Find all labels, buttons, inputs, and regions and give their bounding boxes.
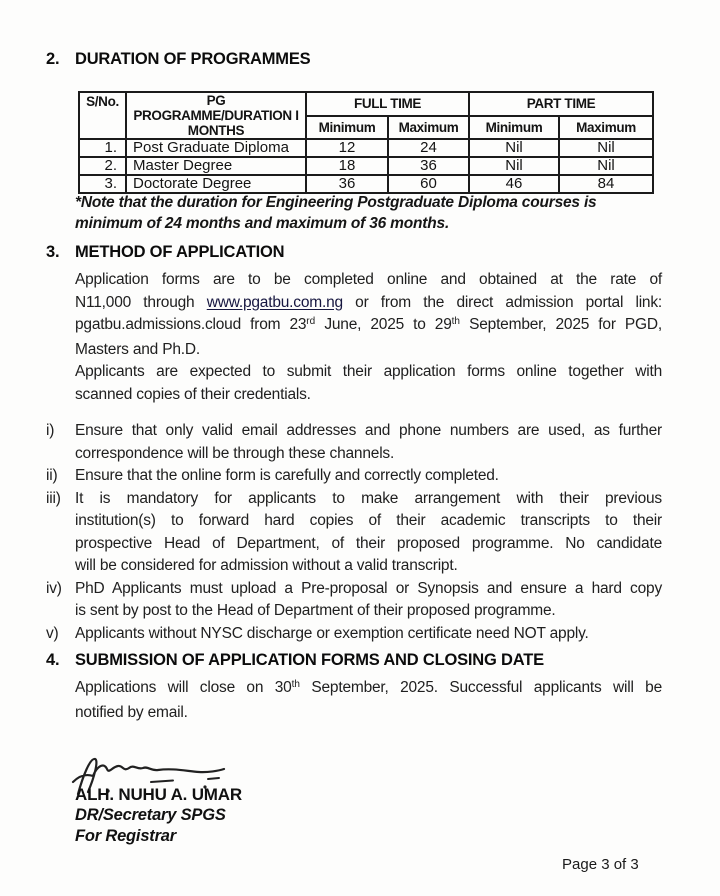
signatory-name: ALH. NUHU A. UMAR [75, 785, 242, 804]
text-line [75, 533, 662, 556]
list-item-text [75, 488, 662, 578]
cell-pt-minimum: Nil [469, 157, 559, 175]
col-header-ft-minimum: Minimum [306, 116, 388, 140]
cell-ft-minimum: 36 [306, 175, 388, 193]
text-segment: N11,000 through [75, 293, 207, 311]
text-segment: minimum of 24 months and maximum of 36 months. [75, 215, 450, 232]
section-number: 2. [46, 50, 60, 68]
list-item-ii [46, 465, 662, 488]
cell-pt-minimum: 46 [469, 175, 559, 193]
programmes-duration-table [78, 91, 654, 194]
text-line [75, 702, 662, 725]
cell-programme: Doctorate Degree [126, 175, 306, 193]
ordinal-suffix: rd [306, 316, 316, 327]
cell-ft-maximum: 60 [388, 175, 469, 193]
text-line [75, 510, 662, 533]
section-number: 4. [46, 651, 60, 669]
signatory-block [75, 785, 242, 846]
list-marker: iv) [46, 579, 62, 597]
text-segment: It is mandatory for applicants to make arrangement with their previous [75, 489, 662, 507]
section-duration-heading [46, 50, 310, 69]
ordinal-suffix: th [291, 679, 300, 690]
text-segment: institution(s) to forward hard copies of their academic transcripts to their [75, 512, 662, 529]
engineering-duration-note [75, 192, 596, 234]
section-number: 3. [46, 243, 60, 261]
list-item-v [46, 623, 662, 646]
cell-sno: 2. [79, 157, 126, 175]
ordinal-suffix: th [451, 316, 460, 327]
list-item-iii [46, 488, 662, 578]
cell-sno: 1. [79, 139, 126, 157]
text-line [75, 488, 662, 511]
cell-pt-maximum: 84 [559, 175, 653, 193]
text-segment: Application forms are to be completed online and obtained at the rate of [75, 271, 662, 288]
text-segment: Applicants are expected to submit their application forms online together with [75, 363, 662, 380]
col-header-programme [126, 92, 306, 139]
cell-programme: Post Graduate Diploma [126, 139, 306, 157]
text-line [75, 361, 662, 384]
text-segment: *Note that the duration for Engineering Postgraduate Diploma courses is [75, 194, 597, 211]
text-segment: Applications will close on 30 [75, 679, 292, 696]
col-header-pt-maximum: Maximum [559, 116, 653, 140]
col-header-full-time: FULL TIME [306, 92, 469, 116]
text-segment: Masters and Ph.D. [75, 340, 200, 358]
cell-pt-maximum: Nil [559, 157, 653, 175]
text-line [75, 292, 662, 315]
text-line [75, 269, 662, 292]
text-segment: scanned copies of their credentials. [75, 385, 311, 403]
text-line [75, 443, 662, 466]
table-row [79, 139, 653, 157]
cell-ft-maximum: 36 [388, 157, 469, 175]
text-line [75, 578, 662, 601]
cell-programme: Master Degree [126, 157, 306, 175]
text-line [75, 465, 662, 488]
text-segment: is sent by post to the Head of Department of their proposed programme. [75, 602, 556, 619]
section-title: DURATION OF PROGRAMMES [75, 50, 311, 68]
col-header-programme-line1: PG PROGRAMME/DURATION I [133, 93, 299, 123]
cell-ft-minimum: 12 [306, 139, 388, 157]
list-marker: v) [46, 624, 59, 642]
text-segment: June, 2025 to 29 [315, 316, 452, 333]
table-row [79, 157, 653, 175]
col-header-programme-line2: MONTHS [187, 123, 245, 138]
list-item-iv [46, 578, 662, 623]
signatory-role: For Registrar [75, 826, 177, 845]
section-submission-heading [46, 651, 544, 670]
text-segment: correspondence will be through these channels. [75, 444, 395, 462]
cell-ft-maximum: 24 [388, 139, 469, 157]
text-segment: pgatbu.admissions.cloud from 23 [75, 316, 307, 333]
text-segment: September, 2025. Successful applicants will be [299, 679, 662, 696]
list-marker: ii) [46, 467, 58, 484]
table-header-row-1 [79, 92, 653, 116]
text-segment: notified by email. [75, 703, 188, 721]
col-header-part-time: PART TIME [469, 92, 653, 116]
text-segment: September, 2025 for PGD, [459, 316, 662, 333]
list-marker: i) [46, 422, 55, 439]
list-item-text [75, 623, 662, 646]
col-header-ft-maximum: Maximum [388, 116, 469, 140]
text-segment: will be considered for admission without a valid transcript. [75, 557, 458, 574]
list-item-i [46, 420, 662, 465]
cell-pt-minimum: Nil [469, 139, 559, 157]
submission-paragraph [75, 677, 662, 724]
text-line [75, 420, 662, 443]
text-line [75, 677, 662, 702]
page-number: Page 3 of 3 [562, 856, 639, 873]
signature-dashes [151, 778, 219, 782]
section-title: METHOD OF APPLICATION [75, 243, 285, 261]
list-item-text [75, 578, 662, 623]
cell-sno: 3. [79, 175, 126, 193]
text-line [75, 384, 662, 407]
list-item-text [75, 420, 662, 465]
instruction-list [46, 420, 662, 645]
text-segment: or from the direct admission portal link: [342, 293, 663, 311]
signatory-title: DR/Secretary SPGS [75, 806, 226, 824]
text-line [75, 213, 596, 234]
text-line [75, 314, 662, 339]
text-line [75, 600, 662, 623]
section-method-heading [46, 243, 284, 262]
text-line [75, 339, 662, 362]
cell-pt-maximum: Nil [559, 139, 653, 157]
website-link[interactable]: www.pgatbu.com.ng [206, 293, 343, 311]
method-paragraphs [75, 269, 662, 406]
col-header-sno: S/No. [79, 92, 126, 139]
list-marker: iii) [46, 489, 61, 507]
text-segment: prospective Head of Department, of their proposed programme. No candidate [75, 534, 662, 552]
cell-ft-minimum: 18 [306, 157, 388, 175]
text-segment: Ensure that only valid email addresses and phone numbers are used, as further [75, 422, 662, 439]
text-segment: PhD Applicants must upload a Pre-proposal or Synopsis and ensure a hard copy [75, 579, 662, 597]
table-row [79, 175, 653, 193]
text-segment: Ensure that the online form is carefully and correctly completed. [75, 467, 499, 484]
text-line [75, 555, 662, 578]
section-title: SUBMISSION OF APPLICATION FORMS AND CLOSING DATE [75, 651, 544, 669]
text-segment: Applicants without NYSC discharge or exemption certificate need NOT apply. [75, 624, 589, 642]
col-header-pt-minimum: Minimum [469, 116, 559, 140]
text-line [75, 623, 662, 646]
text-line [75, 192, 596, 213]
list-item-text [75, 465, 662, 488]
